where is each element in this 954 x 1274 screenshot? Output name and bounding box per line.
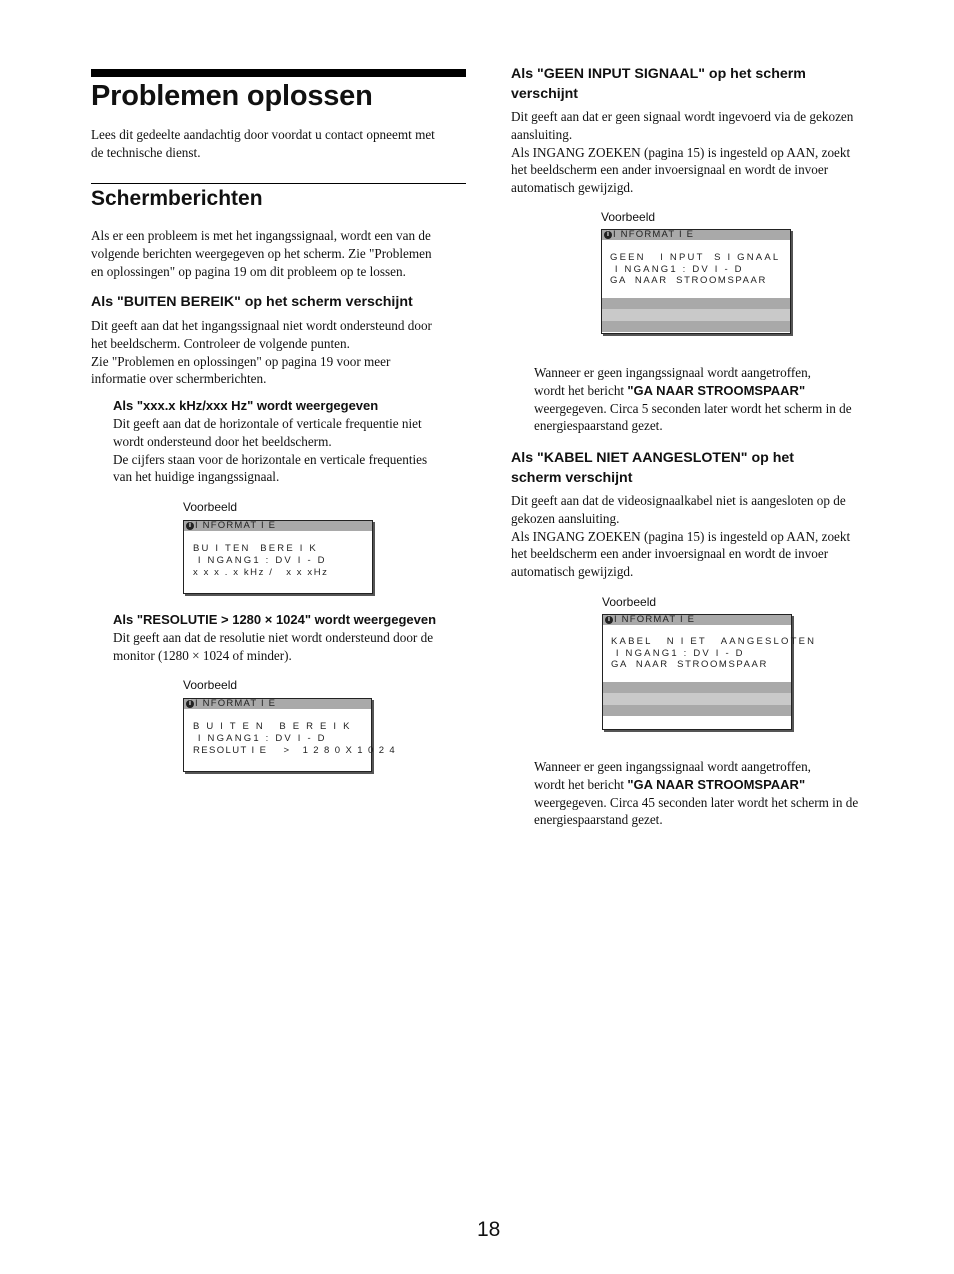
body-line: Als INGANG ZOEKEN (pagina 15) is ingesteld op AAN, zoekt [511, 528, 851, 544]
body-line: het beeldscherm. Controleer de volgende punten. [91, 335, 350, 351]
osd-line: GEEN I NPUT S I GNAAL [610, 252, 781, 263]
note-text: wordt het bericht [534, 382, 628, 398]
body-line: gekozen aansluiting. [511, 510, 620, 526]
body-line: Dit geeft aan dat de horizontale of verticale frequentie niet [113, 416, 422, 431]
example-label: Voorbeeld [183, 500, 238, 514]
osd-line: GA NAAR STROOMSPAAR [610, 275, 767, 286]
buiten-bereik-body [91, 317, 471, 388]
osd-example-geen-input [601, 229, 791, 334]
osd-line: GA NAAR STROOMSPAAR [611, 659, 768, 670]
heading-line: Als "GEEN INPUT SIGNAAL" op het scherm [511, 66, 806, 82]
body-line: monitor (1280 × 1024 of minder). [113, 647, 292, 663]
body-line: van het huidige ingangssignaal. [113, 469, 280, 485]
osd-stripe [602, 321, 790, 332]
title-bar-rule [91, 69, 466, 77]
osd-header-label: I NFORMAT I E [614, 614, 696, 625]
osd-header [184, 521, 372, 531]
kabel-heading [511, 448, 891, 488]
osd-example-resolution [183, 698, 397, 772]
body-line: Dit geeft aan dat de resolutie niet wordt ondersteund door de [113, 630, 434, 645]
heading-line: Als "KABEL NIET AANGESLOTEN" op het [511, 450, 795, 466]
note-text: wordt het bericht [534, 776, 628, 792]
note-line [534, 776, 894, 794]
osd-line: RESOLUT I E > 1 2 8 0 X 1 0 2 4 [193, 745, 397, 756]
note-line: weergegeven. Circa 5 seconden later wordt het scherm in de [534, 400, 852, 416]
note-line: energiespaarstand gezet. [534, 812, 663, 828]
body-line: Dit geeft aan dat de videosignaalkabel niet is aangesloten op de [511, 493, 846, 508]
osd-stripe [603, 682, 791, 693]
osd-line: I NGANG1 : DV I - D [193, 555, 327, 566]
example-label: Voorbeeld [602, 595, 657, 609]
info-icon: i [186, 522, 194, 530]
osd-example-kabel [602, 614, 817, 730]
example-label: Voorbeeld [601, 210, 656, 224]
body-line: Zie "Problemen en oplossingen" op pagina 19 voor meer [91, 353, 391, 369]
body-line: automatisch gewijzigd. [511, 564, 634, 580]
osd-header-label: I NFORMAT I E [613, 229, 695, 240]
body-line: Als er een probleem is met het ingangssignaal, wordt een van de [91, 228, 431, 243]
note-line [534, 382, 894, 400]
intro-line: Lees dit gedeelte aandachtig door voordat u contact opneemt met [91, 127, 435, 142]
resolution-subheading: Als "RESOLUTIE > 1280 × 1024" wordt weergegeven [113, 612, 437, 627]
info-icon: i [186, 700, 194, 708]
body-line: aansluiting. [511, 126, 573, 142]
osd-line: KABEL N I ET AANGESLOTEN [611, 636, 817, 647]
osd-line: BU I TEN BERE I K [193, 543, 318, 554]
osd-stripe [603, 693, 791, 705]
osd-line: x x x . x kHz / x x xHz [193, 567, 329, 578]
body-line: Dit geeft aan dat er geen signaal wordt ingevoerd via de gekozen [511, 109, 854, 124]
body-line: informatie over schermberichten. [91, 371, 267, 387]
section-rule [91, 183, 466, 184]
heading-line: scherm verschijnt [511, 470, 633, 486]
osd-header [184, 699, 371, 709]
osd-header-label: I NFORMAT I E [195, 698, 277, 709]
body-line: wordt ondersteund door het beeldscherm. [113, 433, 332, 449]
body-line: Dit geeft aan dat het ingangssignaal niet wordt ondersteund door [91, 318, 432, 333]
note-line: Wanneer er geen ingangssignaal wordt aangetroffen, [534, 759, 811, 774]
body-line: en oplossingen" op pagina 19 om dit probleem op te lossen. [91, 263, 406, 279]
osd-header [602, 230, 790, 240]
osd-stripe [602, 298, 790, 309]
info-icon: i [604, 231, 612, 239]
osd-line: I NGANG1 : DV I - D [611, 648, 745, 659]
note-line: weergegeven. Circa 45 seconden later wordt het scherm in de [534, 794, 859, 810]
heading-line: verschijnt [511, 86, 579, 102]
info-icon: i [605, 616, 613, 624]
body-line: volgende berichten weergegeven op het scherm. Zie "Problemen [91, 245, 432, 261]
osd-header-label: I NFORMAT I E [195, 520, 277, 531]
buiten-bereik-heading: Als "BUITEN BEREIK" op het scherm verschijnt [91, 294, 413, 310]
section-heading: Schermberichten [91, 187, 263, 210]
body-line: het beeldscherm een ander invoersignaal en wordt de invoer [511, 162, 829, 178]
geen-input-heading [511, 64, 891, 104]
intro-paragraph [91, 126, 471, 162]
section-body [91, 227, 471, 280]
example-label: Voorbeeld [183, 678, 238, 692]
body-line: Als INGANG ZOEKEN (pagina 15) is ingesteld op AAN, zoekt [511, 144, 851, 160]
osd-line: B U I T E N B E R E I K [193, 721, 352, 732]
kabel-note [534, 758, 894, 829]
note-line: Wanneer er geen ingangssignaal wordt aangetroffen, [534, 365, 811, 380]
body-line: het beeldscherm een ander invoersignaal en wordt de invoer [511, 546, 829, 562]
page-title: Problemen oplossen [91, 80, 373, 112]
resolution-body [113, 629, 473, 665]
page-number: 18 [477, 1218, 501, 1241]
frequency-body [113, 415, 473, 486]
osd-header [603, 615, 791, 625]
osd-stripe [602, 309, 790, 321]
osd-line: I NGANG1 : DV I - D [610, 264, 744, 275]
note-line: energiespaarstand gezet. [534, 418, 663, 434]
geen-input-body [511, 108, 896, 197]
geen-input-note [534, 364, 894, 435]
body-line: De cijfers staan voor de horizontale en verticale frequenties [113, 451, 428, 467]
osd-line: I NGANG1 : DV I - D [193, 733, 327, 744]
kabel-body [511, 492, 896, 581]
osd-stripe [603, 705, 791, 716]
frequency-subheading: Als "xxx.x kHz/xxx Hz" wordt weergegeven [113, 398, 379, 413]
powersave-message: "GA NAAR STROOMSPAAR" [627, 382, 806, 398]
osd-example-frequency [183, 520, 373, 594]
powersave-message: "GA NAAR STROOMSPAAR" [627, 776, 806, 792]
body-line: automatisch gewijzigd. [511, 180, 634, 196]
intro-line: de technische dienst. [91, 144, 201, 160]
